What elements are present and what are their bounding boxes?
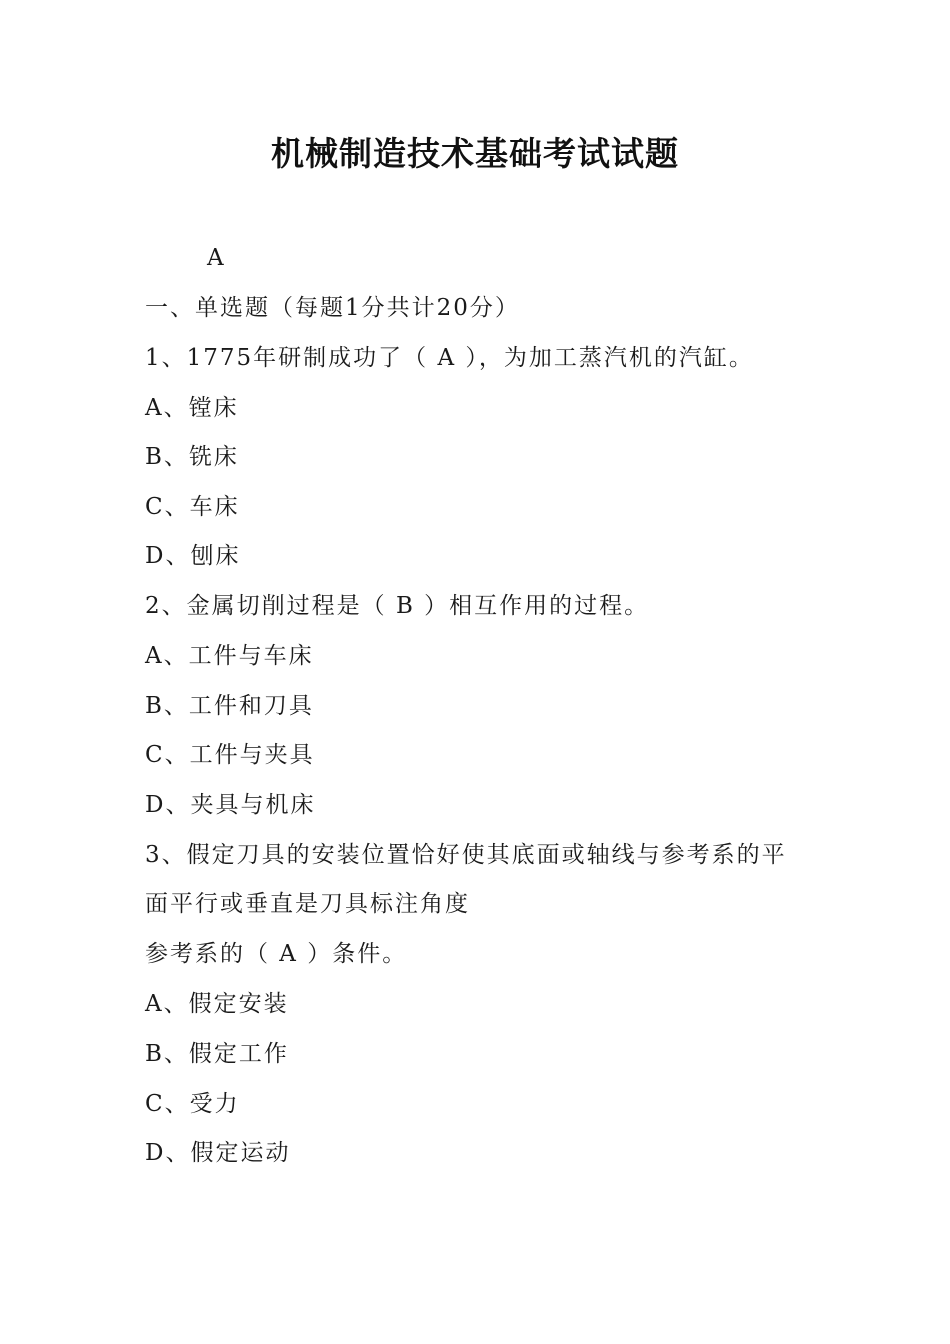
question-3-option-d: D、假定运动 — [145, 1140, 291, 1166]
question-1-option-b: B、铣床 — [145, 444, 239, 470]
question-3-option-a: A、假定安装 — [145, 991, 289, 1017]
question-2-stem: 2、金属切削过程是（ B ）相互作用的过程。 — [145, 593, 650, 619]
question-3-stem-line-3: 参考系的（ A ）条件。 — [145, 941, 408, 967]
question-3-stem-line-1: 3、假定刀具的安装位置恰好使其底面或轴线与参考系的平 — [145, 842, 787, 868]
document-title: 机械制造技术基础考试试题 — [271, 134, 679, 173]
question-1-option-d: D、刨床 — [145, 543, 241, 569]
question-1-option-c: C、车床 — [145, 494, 240, 520]
question-3-option-b: B、假定工作 — [145, 1041, 289, 1067]
question-2-option-a: A、工件与车床 — [145, 643, 314, 669]
question-2-option-c: C、工件与夹具 — [145, 742, 315, 768]
exam-variant-label: A — [207, 245, 226, 271]
question-2-option-b: B、工件和刀具 — [145, 693, 314, 719]
question-1-stem: 1、1775年研制成功了（ A ），为加工蒸汽机的汽缸。 — [145, 345, 754, 371]
question-1-option-a: A、镗床 — [145, 395, 239, 421]
question-2-option-d: D、夹具与机床 — [145, 792, 316, 818]
question-3-stem-line-2: 面平行或垂直是刀具标注角度 — [145, 891, 470, 917]
section-heading: 一、单选题（每题1分共计20分） — [145, 295, 520, 321]
question-3-option-c: C、受力 — [145, 1091, 240, 1117]
